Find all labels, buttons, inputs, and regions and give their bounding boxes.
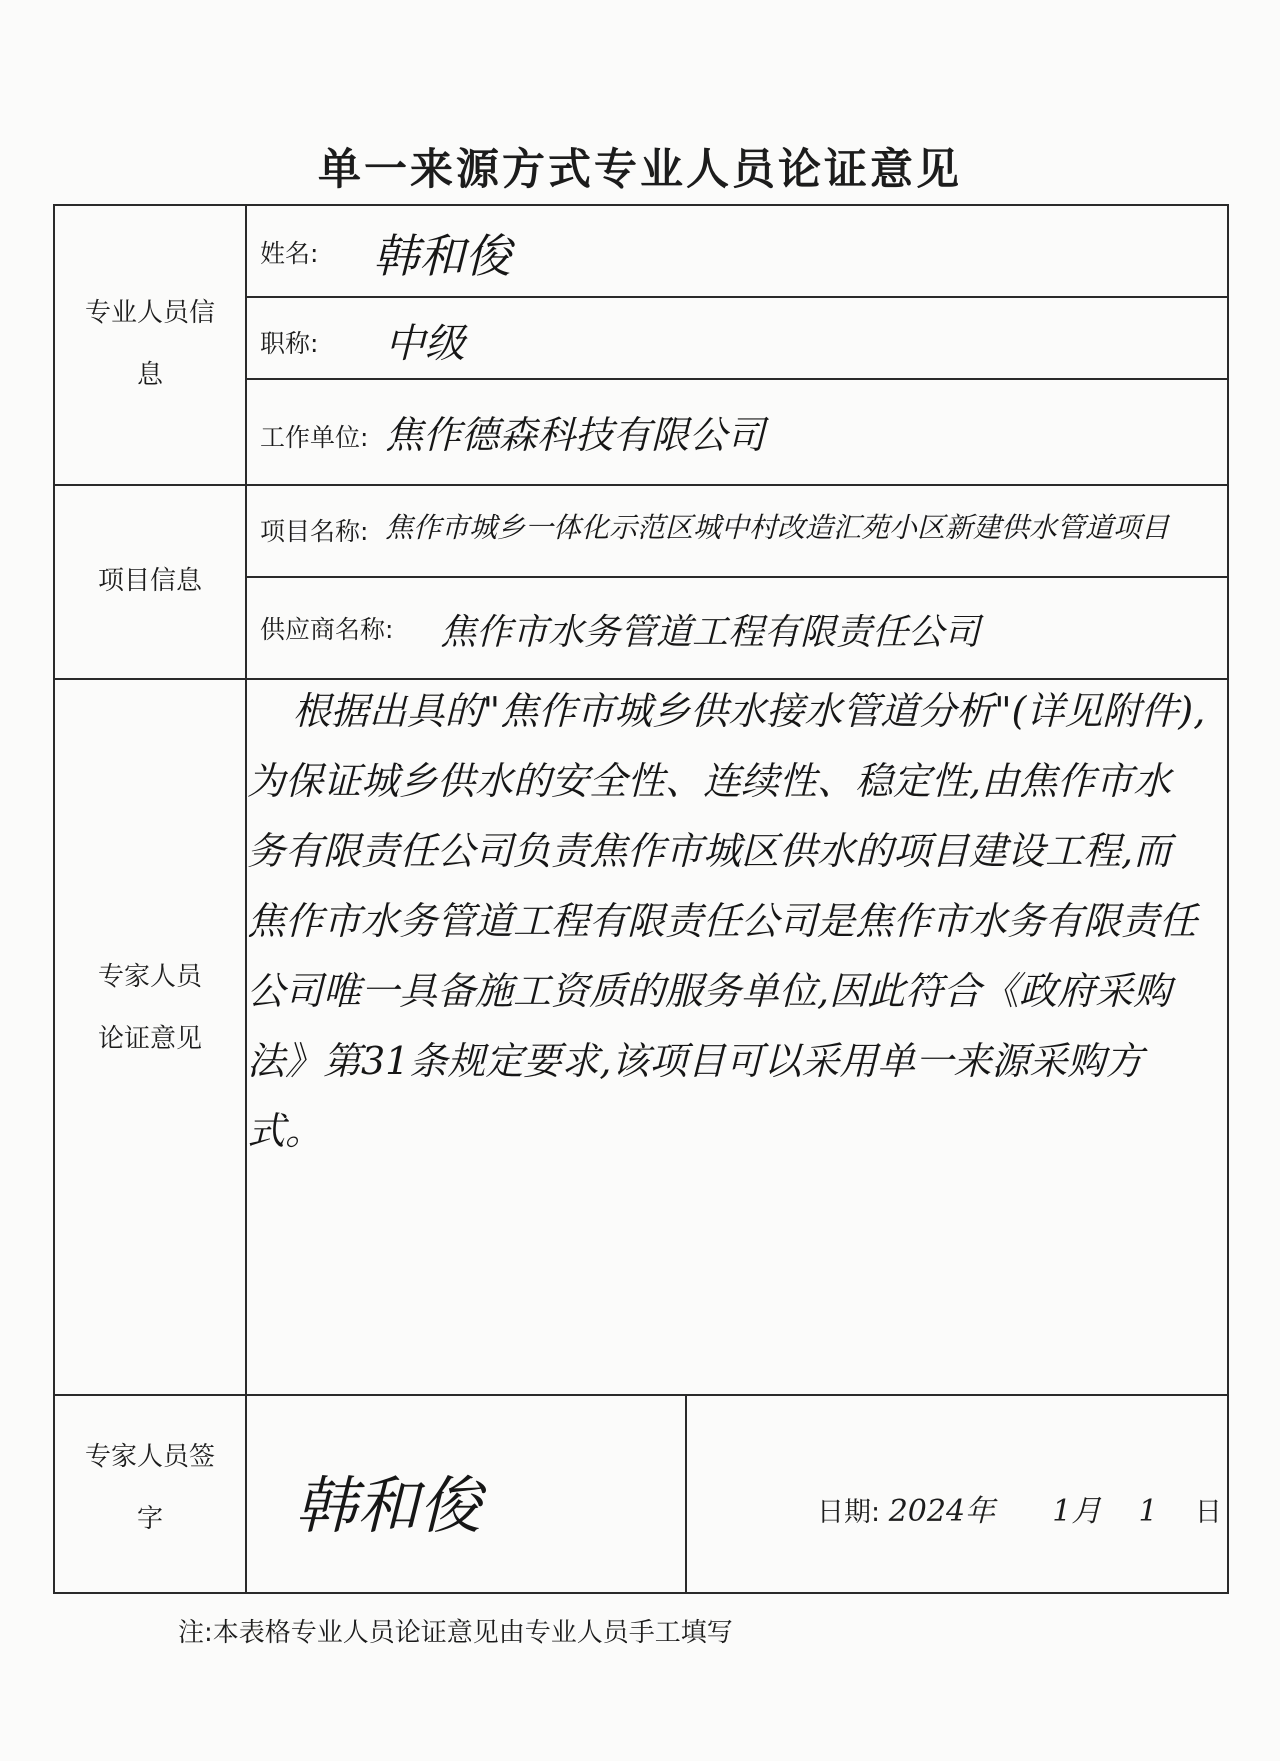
signature-section-label [55,1426,245,1550]
date-day: 1 [1138,1494,1158,1529]
opinion-form [53,204,1229,1594]
job-title-value: 中级 [385,321,465,367]
name-value: 韩和俊 [373,229,511,283]
job-title-label: 职称: [260,329,319,358]
row-divider-title [245,378,1229,380]
expert-info-label-line2: 息 [136,360,163,390]
project-name-value: 焦作市城乡一体化示范区城中村改造汇苑小区新建供水管道项目 [385,511,1170,544]
date-day-suffix: 日 [1194,1497,1222,1528]
opinion-section-label [55,946,245,1070]
date-field [817,1486,1222,1530]
expert-info-label-line1: 专业人员信 [84,298,215,328]
project-info-label: 项目信息 [97,566,202,596]
signature-label-line2: 字 [136,1504,163,1534]
signature-date-divider [685,1394,687,1592]
row-divider-project [245,576,1229,578]
supplier-label: 供应商名称: [260,615,394,644]
project-name-label: 项目名称: [260,517,369,546]
signature-text: 韩和俊 [295,1469,482,1542]
signature-label-line1: 专家人员签 [84,1442,215,1472]
employer-label: 工作单位: [260,423,369,452]
date-month: 1月 [1052,1494,1102,1529]
date-year: 2024年 [888,1494,996,1529]
supplier-value: 焦作市水务管道工程有限责任公司 [440,612,981,653]
opinion-label-line2: 论证意见 [97,1024,202,1054]
date-label: 日期: [817,1497,881,1528]
section-divider-opinion [55,1394,1229,1396]
section-divider-expert [55,484,1229,486]
expert-info-label [55,282,245,406]
opinion-label-line1: 专家人员 [97,962,202,992]
page-title: 单一来源方式专业人员论证意见 [318,145,962,195]
opinion-text: 根据出具的"焦作市城乡供水接水管道分析"(详见附件),为保证城乡供水的安全性、连续性、稳定性,由焦作市水务有限责任公司负责焦作市城区供水的项目建设工程,而焦作市水务管道工程有限责任公司是焦作市水务有限责任公司唯一具备施工资质的服务单位,因此符合《政府采购法》第31条规定要求,该项目可以采用单一来源采购方式。 [247,689,1206,1153]
row-divider-name [245,296,1229,298]
name-label: 姓名: [260,239,319,268]
employer-value: 焦作德森科技有限公司 [385,413,766,457]
footnote: 注:本表格专业人员论证意见由专业人员手工填写 [178,1618,733,1648]
